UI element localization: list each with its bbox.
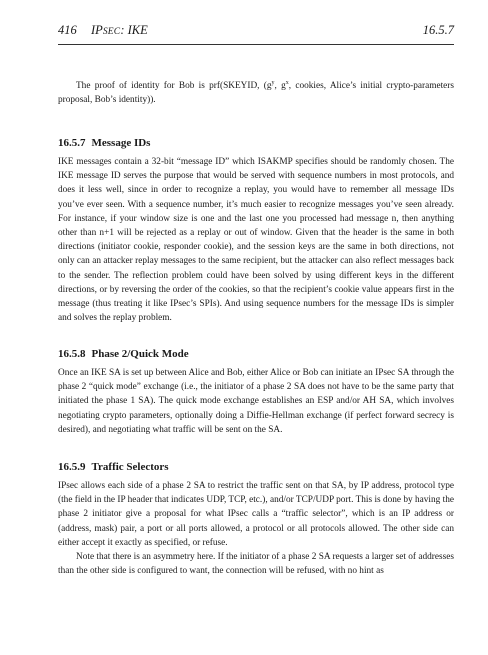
section-title: Message IDs (91, 137, 151, 149)
section-number: 16.5.9 (58, 461, 86, 473)
section-reference: 16.5.7 (422, 23, 454, 37)
section-number: 16.5.7 (58, 137, 86, 149)
section-body-message-ids (58, 155, 454, 325)
chapter-title-suffix: : IKE (120, 23, 148, 37)
chapter-title-smallcaps: SEC (102, 27, 121, 37)
header-rule (58, 44, 454, 45)
intro-superscript-x: x (285, 80, 289, 86)
paragraph: IPsec allows each side of a phase 2 SA to restrict the traffic sent on that SA, by IP address, protocol type (the field in the IP header that indicates UDP, TCP, etc.), and/or TCP/UDP port. This is done by having the phase 2 initiator give a proposal for what IPsec calls a “traffic selector”, which is an IP address or (address, mask) pair, a port or all ports allowed, a protocol or all protocols allowed. The other side can either accept it exactly as specified, or refuse. (58, 481, 454, 548)
intro-paragraph (58, 79, 454, 107)
intro-text-3: , cookies, Alice’s initial crypto-parameters proposal, Bob’s identity)). (58, 81, 455, 106)
paragraph: Once an IKE SA is set up between Alice and Bob, either Alice or Bob can initiate an IPsec SA through the phase 2 “quick mode” exchange (i.e., the initiator of a phase 2 SA does not have to be the same party that initiated the phase 1 SA). The quick mode exchange establishes an ESP and/or AH SA, which involves negotiating crypto parameters, optionally doing a Diffie-Hellman exchange (if perfect forward secrecy is desired), and negotiating what traffic will be sent on the SA. (58, 368, 454, 435)
section-title: Traffic Selectors (91, 461, 169, 473)
section-number: 16.5.8 (58, 348, 86, 360)
section-body-traffic-selectors (58, 479, 454, 578)
section-heading-traffic-selectors (58, 461, 454, 473)
paragraph: IKE messages contain a 32-bit “message ID” which ISAKMP specifies should be randomly chosen. The IKE message ID serves the purpose that would be served with sequence numbers in most protocols, and does it less well, since in order to recognize a replay, you would have to remember all message IDs you’ve ever seen. With a sequence number, it’s much easier to recognize messages you’ve seen already. For instance, if your window size is one and the last one you processed had message n, then anything other than n+1 will be rejected as a replay or out of window. Given that the header is the same in both directions (initiator cookie, responder cookie), and the session keys are the same in both directions, not only can an attacker replay messages to the same recipient, but the attacker can also reflect messages back to the sender. The reflection problem could have been solved by using different keys in the different directions, or by reversing the order of the cookies, so that the recipient’s cookie value appears first in the message (thus treating it like IPsec’s SPIs). And using sequence numbers for the message IDs is simpler and solves the replay problem. (58, 157, 454, 324)
section-heading-message-ids (58, 137, 454, 149)
section-body-quick-mode (58, 366, 454, 437)
chapter-title (91, 23, 148, 38)
page-number: 416 (58, 23, 77, 37)
paragraph: Note that there is an asymmetry here. If the initiator of a phase 2 SA requests a larger set of addresses than the other side is configured to want, the connection will be refused, with no hint as (58, 552, 454, 577)
running-header (58, 23, 454, 41)
section-heading-quick-mode (58, 348, 454, 360)
intro-text-1: The proof of identity for Bob is prf(SKEYID, (g (76, 81, 272, 91)
chapter-title-prefix: IP (91, 23, 103, 37)
section-title: Phase 2/Quick Mode (91, 348, 189, 360)
intro-text-2: , g (274, 81, 286, 91)
intro-superscript-y: y (271, 80, 275, 86)
